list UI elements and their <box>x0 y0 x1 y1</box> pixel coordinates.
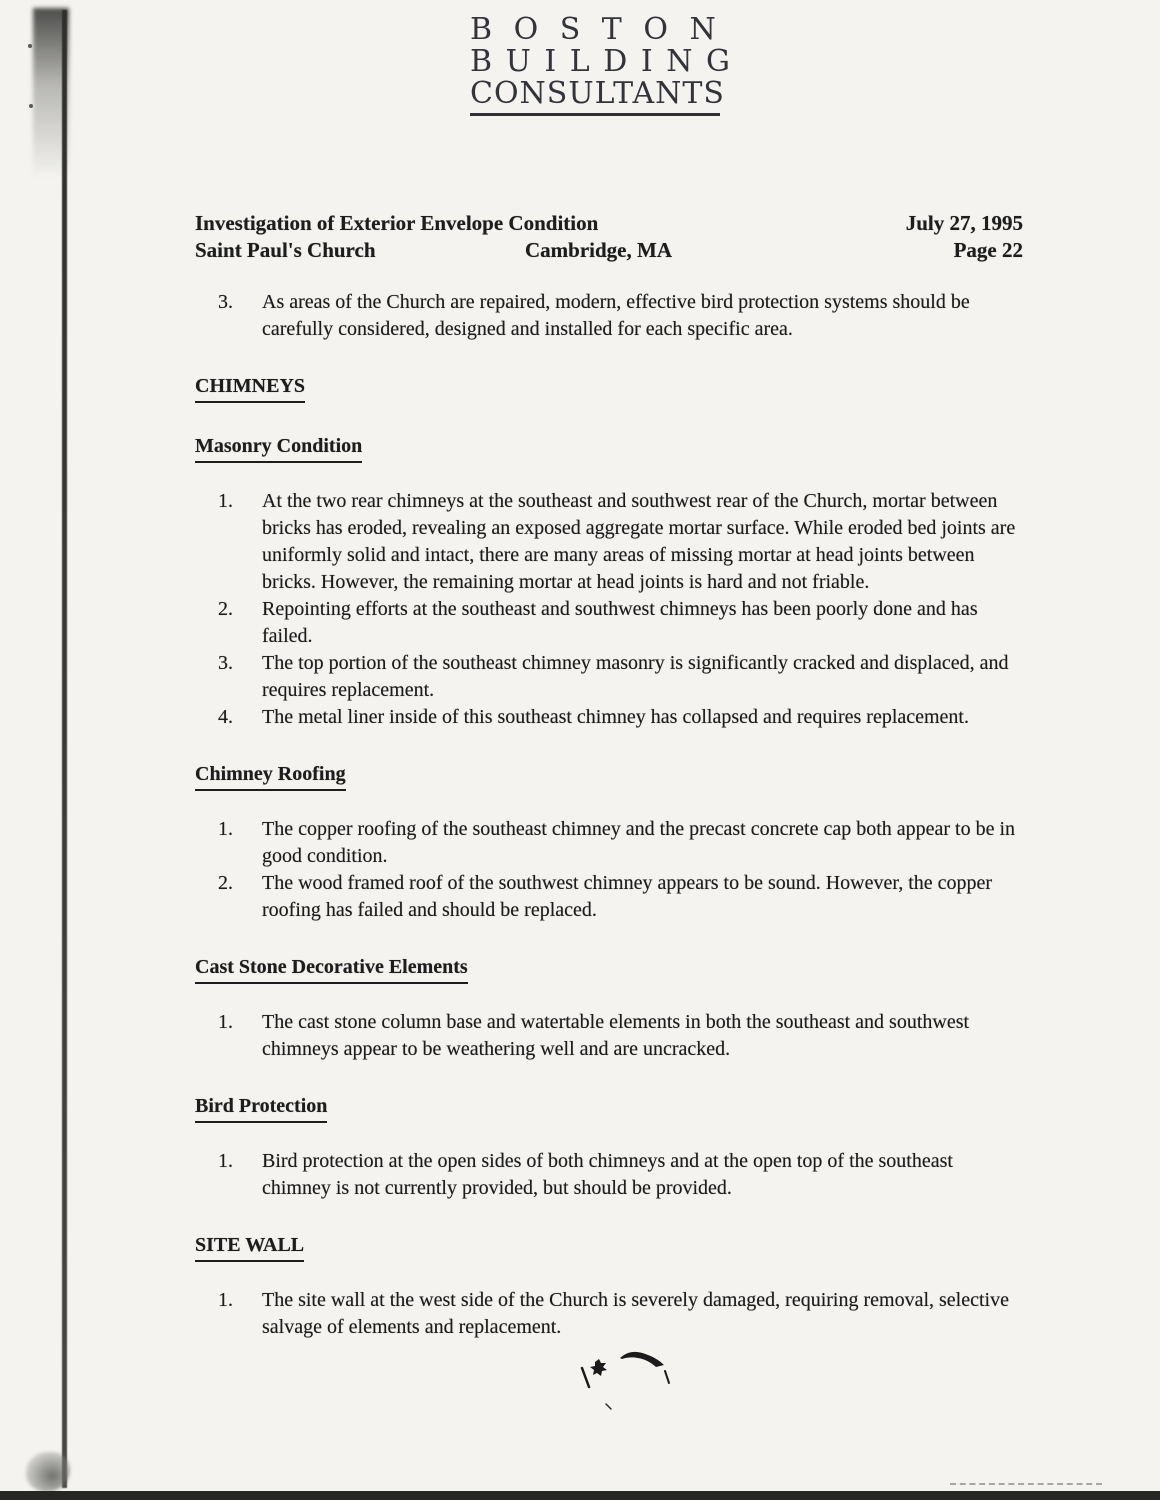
list-item <box>218 596 1023 650</box>
item-number: 1. <box>218 818 233 840</box>
ink-smudge-mark <box>568 1346 688 1416</box>
item-text: The cast stone column base and watertable elements in both the southeast and southwest chimneys appear to be weathering well and are uncracked. <box>262 1011 970 1060</box>
list-item <box>218 870 1023 924</box>
item-number: 1. <box>218 1289 233 1311</box>
item-text: The copper roofing of the southeast chimney and the precast concrete cap both appear to be in good condition. <box>262 818 1016 867</box>
company-logo <box>470 12 732 116</box>
report-title: Investigation of Exterior Envelope Condition <box>195 211 599 235</box>
scan-binding-line <box>62 10 67 1488</box>
scan-bottom-edge-bar <box>0 1491 1160 1500</box>
scan-dashed-line <box>950 1483 1102 1485</box>
item-text: As areas of the Church are repaired, modern, effective bird protection systems should be carefully considered, designed and installed for each specific area. <box>262 291 970 340</box>
item-number: 4. <box>218 706 233 728</box>
intro-list <box>195 289 1023 343</box>
section-heading-cast-stone: Cast Stone Decorative Elements <box>195 954 1023 984</box>
list-item <box>218 289 1023 343</box>
scan-speck <box>28 44 32 48</box>
chimney-roofing-list <box>195 816 1023 924</box>
list-item <box>218 488 1023 596</box>
report-date: July 27, 1995 <box>905 211 1023 235</box>
item-number: 1. <box>218 1150 233 1172</box>
item-number: 3. <box>218 652 233 674</box>
report-header <box>195 210 1023 264</box>
item-text: The metal liner inside of this southeast chimney has collapsed and requires replacement. <box>262 706 969 728</box>
list-item <box>218 1287 1023 1341</box>
section-heading-chimneys: CHIMNEYS <box>195 373 1023 403</box>
document-body <box>195 210 1023 1341</box>
report-location: Cambridge, MA <box>525 238 672 262</box>
masonry-condition-list <box>195 488 1023 731</box>
item-text: Repointing efforts at the southeast and southwest chimneys has been poorly done and has failed. <box>262 598 978 647</box>
list-item <box>218 816 1023 870</box>
item-number: 2. <box>218 872 233 894</box>
report-client: Saint Paul's Church <box>195 238 376 262</box>
item-number: 1. <box>218 1011 233 1033</box>
item-text: The site wall at the west side of the Church is severely damaged, requiring removal, selective salvage of elements and replacement. <box>262 1289 1009 1338</box>
list-item <box>218 704 1023 731</box>
item-number: 2. <box>218 598 233 620</box>
logo-line-2: B U I L D I N G <box>470 44 732 79</box>
bird-protection-list <box>195 1148 1023 1202</box>
item-text: The wood framed roof of the southwest chimney appears to be sound. However, the copper roofing has failed and should be replaced. <box>262 872 993 921</box>
section-heading-site-wall: SITE WALL <box>195 1232 1023 1262</box>
logo-line-3: CONSULTANTS <box>470 76 725 111</box>
item-text: The top portion of the southeast chimney masonry is significantly cracked and displaced, and requires replacement. <box>262 652 1009 701</box>
section-heading-bird-protection: Bird Protection <box>195 1093 1023 1123</box>
section-heading-masonry-condition: Masonry Condition <box>195 433 1023 463</box>
list-item <box>218 650 1023 704</box>
item-number: 1. <box>218 490 233 512</box>
list-item <box>218 1148 1023 1202</box>
list-item <box>218 1009 1023 1063</box>
scan-speck <box>29 104 33 108</box>
section-heading-chimney-roofing: Chimney Roofing <box>195 761 1023 791</box>
item-number: 3. <box>218 291 233 313</box>
report-page-number: Page 22 <box>953 238 1023 262</box>
item-text: At the two rear chimneys at the southeast and southwest rear of the Church, mortar between bricks has eroded, revealing an exposed aggregate mortar surface. While eroded bed joints are uniformly solid and intact, there are many areas of missing mortar at head joints between bricks. However, the remaining mortar at head joints is hard and not friable. <box>262 490 1016 593</box>
logo-line-1: B O S T O N <box>470 12 722 47</box>
cast-stone-list <box>195 1009 1023 1063</box>
item-text: Bird protection at the open sides of both chimneys and at the open top of the southeast chimney is not currently provided, but should be provided. <box>262 1150 953 1199</box>
site-wall-list <box>195 1287 1023 1341</box>
